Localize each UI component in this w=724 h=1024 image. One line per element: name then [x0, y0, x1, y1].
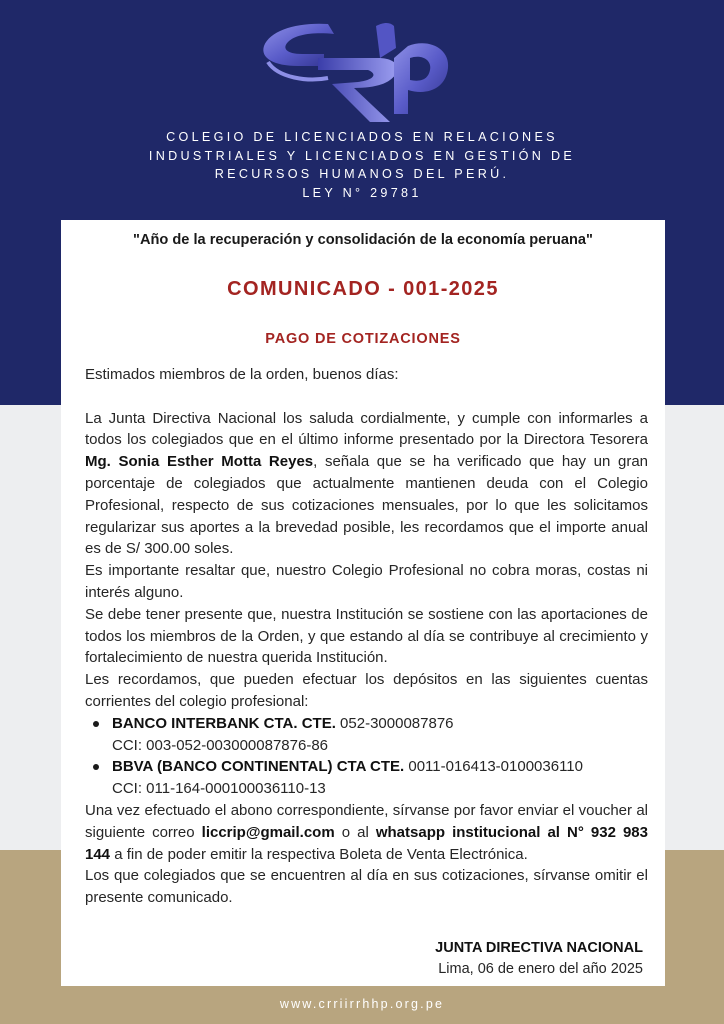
bank-name: BANCO INTERBANK CTA. CTE.: [112, 714, 336, 732]
notice-body: [85, 364, 648, 909]
crrip-logo-icon: [258, 18, 454, 126]
notice-card: [61, 220, 665, 986]
notice-title: COMUNICADO - 001-2025: [227, 278, 499, 300]
paragraph-debt: La Junta Directiva Nacional los saluda cordialmente, y cumple con informarles a todos los colegiados que en el último informe presentado por la Directora Tesorera Mg. Sonia Esther Motta Reyes, señala que se ha verificado que hay un gran porcentaje de colegiados que actualmente mantienen deuda con el Colegio Profesional, respecto de sus cotizaciones mensuales, por lo que les solicitamos regularizar sus aportes a la brevedad posible, les recordamos que el importe anual es de S/ 300.00 soles.: [85, 409, 649, 558]
year-motto: "Año de la recuperación y consolidación de la economía peruana": [133, 232, 593, 248]
treasurer-name: Mg. Sonia Esther Motta Reyes: [85, 453, 314, 471]
issue-date: Lima, 06 de enero del año 2025: [438, 961, 643, 977]
contact-email[interactable]: liccrip@gmail.com: [201, 823, 335, 841]
org-line-3: RECURSOS HUMANOS DEL PERÚ.: [214, 167, 510, 181]
account-number: 052-3000087876: [335, 714, 454, 732]
website-link[interactable]: www.crriirrhhp.org.pe: [279, 997, 445, 1011]
notice-subtitle: PAGO DE COTIZACIONES: [265, 331, 461, 347]
paragraph-omit: Los que colegiados que se encuentren al día en sus cotizaciones, sírvanse omitir el presente comunicado.: [85, 867, 648, 907]
cci-number: CCI: 003-052-003000087876-86: [112, 736, 328, 754]
signature-block: [435, 938, 643, 980]
whatsapp-contact[interactable]: whatsapp institucional al N° 932 983 144: [85, 823, 648, 863]
signature: JUNTA DIRECTIVA NACIONAL: [435, 940, 643, 956]
list-item: [85, 713, 648, 757]
cci-number: CCI: 011-164-000100036110-13: [112, 780, 326, 798]
paragraph-voucher: Una vez efectuado el abono correspondiente, sírvanse por favor enviar el voucher al siguiente correo liccrip@gmail.com o al whatsapp institucional al N° 932 983 144 a fin de poder emitir la respectiva Boleta de Venta Electrónica.: [85, 801, 648, 863]
org-line-1: COLEGIO DE LICENCIADOS EN RELACIONES: [166, 130, 558, 144]
paragraph-institution: Se debe tener presente que, nuestra Institución se sostiene con las aportaciones de todos los miembros de la Orden, y que estando al día se contribuye al crecimiento y fortalecimiento de nuestra querida Institución.: [85, 605, 648, 667]
account-number: 0011-016413-0100036110: [404, 758, 583, 776]
bank-name: BBVA (BANCO CONTINENTAL) CTA CTE.: [112, 758, 405, 776]
law-number: LEY N° 29781: [302, 185, 422, 200]
paragraph-accounts-intro: Les recordamos, que pueden efectuar los depósitos en las siguientes cuentas corrientes del colegio profesional:: [85, 671, 648, 710]
organization-name: [0, 128, 724, 202]
greeting: Estimados miembros de la orden, buenos días:: [85, 366, 399, 383]
org-line-2: INDUSTRIALES Y LICENCIADOS EN GESTIÓN DE: [148, 148, 576, 163]
bank-accounts-list: [85, 713, 648, 800]
paragraph-no-fees: Es importante resaltar que, nuestro Colegio Profesional no cobra moras, costas ni interés alguno.: [85, 562, 648, 601]
list-item: [85, 756, 648, 800]
